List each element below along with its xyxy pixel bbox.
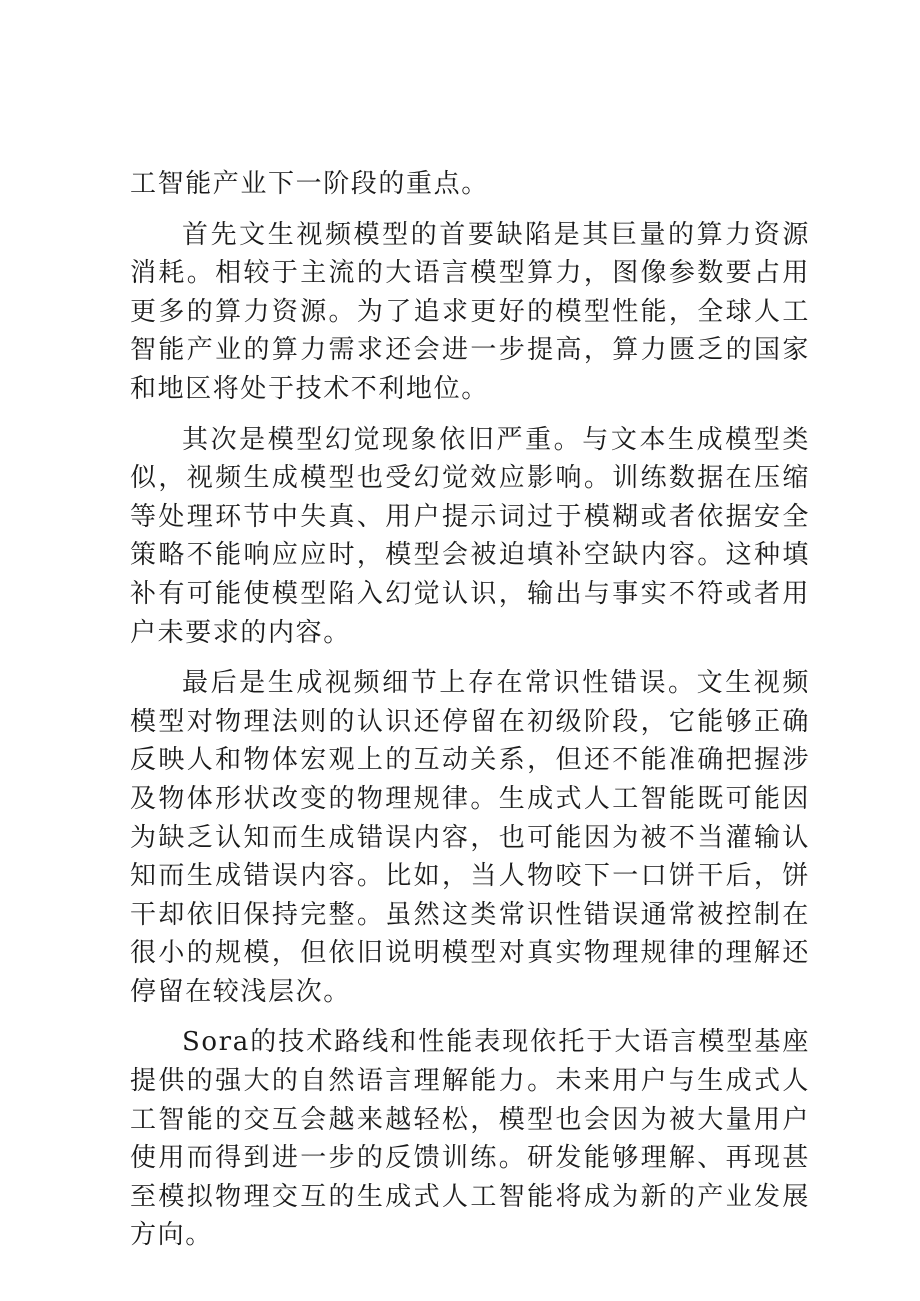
paragraph-hallucination: 其次是模型幻觉现象依旧严重。与文本生成模型类似，视频生成模型也受幻觉效应影响。训练数据在压缩等处理环节中失真、用户提示词过于模糊或者依据安全策略不能响应应时，模型会被迫填补空缺内容。这种填补有可能使模型陷入幻觉认识，输出与事实不符或者用户未要求的内容。	[130, 424, 810, 648]
paragraph-common-sense-errors: 最后是生成视频细节上存在常识性错误。文生视频模型对物理法则的认识还停留在初级阶段，它能够正确反映人和物体宏观上的互动关系，但还不能准确把握涉及物体形状改变的物理规律。生成式人工智能既可能因为缺乏认知而生成错误内容，也可能因为被不当灌输认知而生成错误内容。比如，当人物咬下一口饼干后，饼干却依旧保持完整。虽然这类常识性错误通常被控制在很小的规模，但依旧说明模型对真实物理规律的理解还停留在较浅层次。	[130, 668, 810, 1007]
paragraph-continuation: 工智能产业下一阶段的重点。	[130, 169, 489, 199]
paragraph-sora-outlook: Sora的技术路线和性能表现依托于大语言模型基座提供的强大的自然语言理解能力。未来用户与生成式人工智能的交互会越来越轻松，模型也会因为被大量用户使用而得到进一步的反馈训练。研发能够理解、再现甚至模拟物理交互的生成式人工智能将成为新的产业发展方向。	[130, 1027, 810, 1251]
document-body	[130, 165, 810, 1267]
paragraph-compute-cost: 首先文生视频模型的首要缺陷是其巨量的算力资源消耗。相较于主流的大语言模型算力，图像参数要占用更多的算力资源。为了追求更好的模型性能，全球人工智能产业的算力需求还会进一步提高，算力匮乏的国家和地区将处于技术不利地位。	[130, 219, 810, 404]
